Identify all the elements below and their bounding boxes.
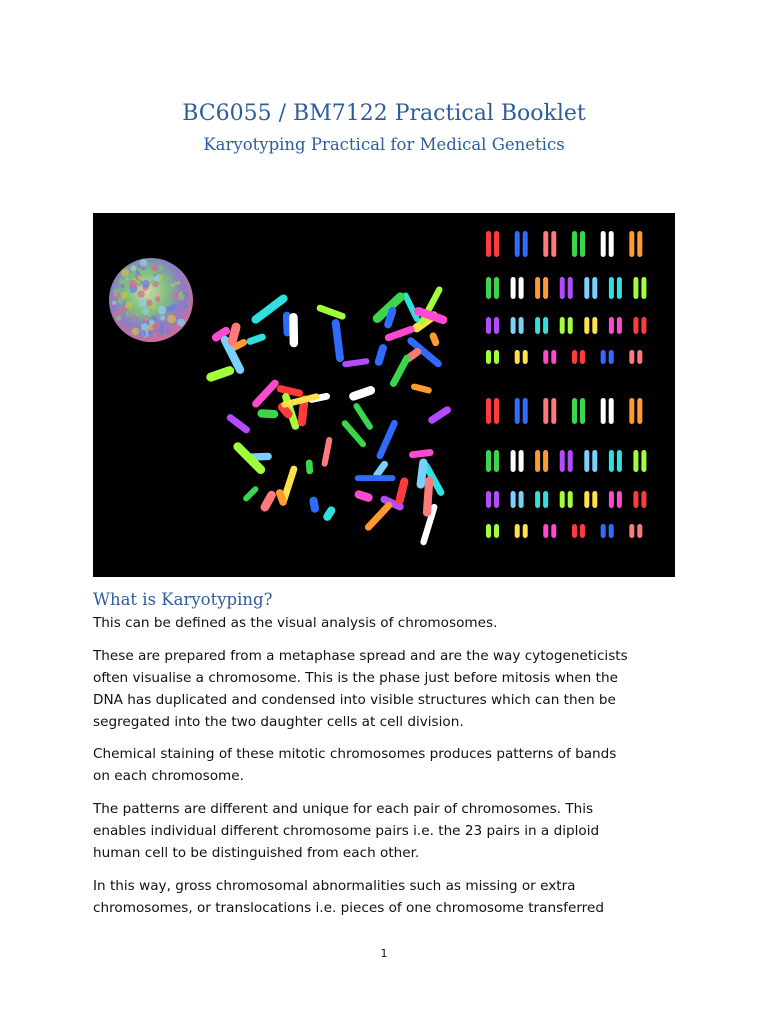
nucleus-speckle bbox=[138, 290, 145, 297]
karyogram-chromosome bbox=[601, 398, 606, 424]
text-line: chromosomes, or translocations i.e. pieces of one chromosome transferred bbox=[93, 900, 604, 916]
karyogram-chromosome bbox=[543, 277, 548, 299]
karyogram-chromosome bbox=[519, 277, 524, 299]
nucleus-speckle bbox=[145, 317, 148, 320]
karyogram-chromosome bbox=[633, 450, 638, 472]
nucleus-speckle bbox=[168, 305, 175, 312]
nucleus-speckle bbox=[157, 306, 166, 315]
text-line: The patterns are different and unique for each pair of chromosomes. This bbox=[93, 801, 594, 817]
nucleus-speckle bbox=[137, 275, 142, 280]
karyogram-chromosome bbox=[580, 398, 585, 424]
karyogram-chromosome bbox=[609, 491, 614, 508]
karyogram-chromosome bbox=[511, 491, 516, 508]
karyogram-chromosome bbox=[551, 350, 556, 364]
karyogram-chromosome bbox=[543, 491, 548, 508]
nucleus-speckle bbox=[160, 315, 165, 320]
nucleus-speckle bbox=[125, 302, 132, 309]
nucleus-speckle bbox=[138, 268, 143, 273]
nucleus-speckle bbox=[142, 309, 149, 316]
karyogram-chromosome bbox=[523, 398, 528, 424]
karyogram-chromosome bbox=[511, 450, 516, 472]
karyogram-chromosome bbox=[494, 350, 499, 364]
karyogram-chromosome bbox=[609, 317, 614, 334]
nucleus-speckle bbox=[178, 293, 185, 300]
karyogram-chromosome bbox=[523, 524, 528, 538]
karyogram-chromosome bbox=[609, 398, 614, 424]
karyogram-chromosome bbox=[609, 231, 614, 257]
nucleus-speckle bbox=[116, 315, 122, 321]
karyogram-chromosome bbox=[637, 350, 642, 364]
figure-background bbox=[93, 213, 675, 577]
nucleus-speckle bbox=[151, 265, 158, 272]
karyogram-chromosome bbox=[580, 350, 585, 364]
section-heading: What is Karyotyping? bbox=[93, 590, 273, 609]
karyogram-chromosome bbox=[535, 317, 540, 334]
spread-chromosome bbox=[306, 459, 314, 474]
nucleus-speckle bbox=[134, 316, 138, 320]
karyogram-chromosome bbox=[551, 398, 556, 424]
karyogram-chromosome bbox=[560, 277, 565, 299]
spread-chromosome bbox=[257, 409, 278, 418]
karyogram-chromosome bbox=[568, 317, 573, 334]
karyogram-chromosome bbox=[519, 450, 524, 472]
nucleus-speckle bbox=[129, 312, 132, 315]
nucleus-speckle bbox=[119, 278, 124, 283]
karyogram-chromosome bbox=[629, 350, 634, 364]
karyogram-chromosome bbox=[551, 524, 556, 538]
karyogram-chromosome bbox=[535, 450, 540, 472]
karyogram-chromosome bbox=[609, 277, 614, 299]
paragraph-preparation bbox=[93, 645, 693, 733]
karyogram-chromosome bbox=[486, 398, 491, 424]
karyogram-chromosome bbox=[629, 398, 634, 424]
nucleus-speckle bbox=[177, 319, 185, 327]
text-line: This can be defined as the visual analysis of chromosomes. bbox=[93, 615, 498, 631]
booklet-subtitle: Karyotyping Practical for Medical Genetics bbox=[203, 135, 565, 154]
karyogram-chromosome bbox=[641, 277, 646, 299]
karyogram-chromosome bbox=[523, 350, 528, 364]
interphase-nucleus bbox=[109, 258, 193, 342]
nucleus-speckle bbox=[142, 280, 150, 288]
nucleus-speckle bbox=[154, 275, 161, 282]
karyogram-chromosome bbox=[515, 350, 520, 364]
paragraph-patterns bbox=[93, 798, 693, 864]
page-number: 1 bbox=[380, 947, 388, 960]
nucleus-speckle bbox=[132, 328, 140, 336]
karyogram-chromosome bbox=[486, 450, 491, 472]
karyogram-chromosome bbox=[543, 524, 548, 538]
text-line: In this way, gross chromosomal abnormalities such as missing or extra bbox=[93, 878, 576, 894]
nucleus-speckle bbox=[129, 280, 137, 288]
karyogram-chromosome bbox=[543, 231, 548, 257]
karyotype-figure bbox=[93, 213, 675, 577]
nucleus-speckle bbox=[121, 292, 128, 299]
karyotype-image bbox=[93, 213, 675, 577]
nucleus-speckle bbox=[134, 309, 141, 316]
nucleus-speckle bbox=[183, 303, 188, 308]
karyogram-chromosome bbox=[494, 450, 499, 472]
karyogram-chromosome bbox=[494, 398, 499, 424]
karyogram-chromosome bbox=[584, 491, 589, 508]
karyogram-chromosome bbox=[486, 317, 491, 334]
karyogram-chromosome bbox=[637, 231, 642, 257]
nucleus-speckle bbox=[138, 299, 147, 308]
nucleus-speckle bbox=[148, 330, 153, 335]
karyogram-chromosome bbox=[543, 317, 548, 334]
karyogram-chromosome bbox=[572, 524, 577, 538]
karyogram-chromosome bbox=[568, 450, 573, 472]
karyogram-chromosome bbox=[609, 350, 614, 364]
karyogram-chromosome bbox=[641, 317, 646, 334]
karyogram-chromosome bbox=[633, 317, 638, 334]
karyogram-chromosome bbox=[543, 450, 548, 472]
nucleus-speckle bbox=[139, 330, 146, 337]
karyogram-chromosome bbox=[543, 398, 548, 424]
karyogram-chromosome bbox=[551, 231, 556, 257]
karyogram-chromosome bbox=[494, 277, 499, 299]
karyogram-chromosome bbox=[523, 231, 528, 257]
karyogram-chromosome bbox=[601, 524, 606, 538]
karyogram-chromosome bbox=[584, 277, 589, 299]
karyogram-chromosome bbox=[486, 231, 491, 257]
paragraph-staining bbox=[93, 743, 693, 787]
karyogram-chromosome bbox=[543, 350, 548, 364]
karyogram-chromosome bbox=[486, 277, 491, 299]
nucleus-speckle bbox=[138, 282, 142, 286]
nucleus-speckle bbox=[151, 280, 155, 284]
karyogram-chromosome bbox=[511, 277, 516, 299]
spread-chromosome bbox=[355, 475, 396, 481]
nucleus-speckle bbox=[152, 305, 157, 310]
karyogram-chromosome bbox=[617, 491, 622, 508]
karyogram-chromosome bbox=[592, 277, 597, 299]
paragraph-definition bbox=[93, 612, 693, 634]
karyogram-chromosome bbox=[592, 491, 597, 508]
karyogram-chromosome bbox=[494, 317, 499, 334]
karyogram-chromosome bbox=[641, 450, 646, 472]
karyogram-chromosome bbox=[633, 277, 638, 299]
karyogram-chromosome bbox=[580, 231, 585, 257]
karyogram-chromosome bbox=[519, 491, 524, 508]
karyogram-chromosome bbox=[601, 231, 606, 257]
karyogram-chromosome bbox=[633, 491, 638, 508]
karyogram-chromosome bbox=[515, 524, 520, 538]
text-line: segregated into the two daughter cells at cell division. bbox=[93, 714, 464, 730]
nucleus-speckle bbox=[131, 265, 136, 270]
karyogram-chromosome bbox=[609, 450, 614, 472]
karyogram-chromosome bbox=[601, 350, 606, 364]
text-line: DNA has duplicated and condensed into visible structures which can then be bbox=[93, 692, 616, 708]
text-line: Chemical staining of these mitotic chromosomes produces patterns of bands bbox=[93, 746, 617, 762]
karyogram-chromosome bbox=[511, 317, 516, 334]
nucleus-speckle bbox=[140, 259, 148, 267]
karyogram-chromosome bbox=[494, 524, 499, 538]
karyogram-chromosome bbox=[568, 491, 573, 508]
karyogram-chromosome bbox=[617, 277, 622, 299]
karyogram-chromosome bbox=[617, 450, 622, 472]
karyogram-chromosome bbox=[486, 491, 491, 508]
nucleus-speckle bbox=[114, 292, 118, 296]
nucleus-speckle bbox=[121, 269, 129, 277]
karyogram-chromosome bbox=[584, 317, 589, 334]
karyogram-chromosome bbox=[580, 524, 585, 538]
karyogram-chromosome bbox=[494, 231, 499, 257]
karyogram-chromosome bbox=[519, 317, 524, 334]
nucleus-speckle bbox=[177, 281, 180, 284]
karyogram-chromosome bbox=[486, 350, 491, 364]
karyogram-chromosome bbox=[592, 317, 597, 334]
karyogram-chromosome bbox=[535, 491, 540, 508]
karyogram-chromosome bbox=[486, 524, 491, 538]
karyogram-chromosome bbox=[494, 491, 499, 508]
karyogram-chromosome bbox=[572, 350, 577, 364]
nucleus-speckle bbox=[166, 329, 171, 334]
karyogram-chromosome bbox=[629, 524, 634, 538]
nucleus-speckle bbox=[165, 276, 170, 281]
karyogram-chromosome bbox=[629, 231, 634, 257]
karyogram-chromosome bbox=[637, 398, 642, 424]
nucleus-speckle bbox=[159, 265, 163, 269]
karyogram-chromosome bbox=[560, 491, 565, 508]
nucleus-speckle bbox=[171, 284, 174, 287]
karyogram-chromosome bbox=[609, 524, 614, 538]
karyogram-chromosome bbox=[584, 450, 589, 472]
karyogram-chromosome bbox=[572, 231, 577, 257]
nucleus-speckle bbox=[123, 279, 129, 285]
karyogram-chromosome bbox=[637, 524, 642, 538]
karyogram-chromosome bbox=[592, 450, 597, 472]
nucleus-speckle bbox=[121, 284, 125, 288]
nucleus-speckle bbox=[150, 292, 154, 296]
spread-chromosome bbox=[289, 313, 298, 347]
karyogram-chromosome bbox=[535, 277, 540, 299]
nucleus-speckle bbox=[155, 296, 160, 301]
karyogram-chromosome bbox=[515, 231, 520, 257]
text-line: often visualise a chromosome. This is the phase just before mitosis when the bbox=[93, 670, 618, 686]
paragraph-abnormalities bbox=[93, 875, 693, 919]
nucleus-speckle bbox=[174, 282, 177, 285]
karyogram-chromosome bbox=[568, 277, 573, 299]
nucleus-speckle bbox=[167, 315, 176, 324]
text-line: human cell to be distinguished from each other. bbox=[93, 845, 420, 861]
nucleus-speckle bbox=[153, 332, 161, 340]
nucleus-speckle bbox=[141, 323, 148, 330]
karyogram-chromosome bbox=[515, 398, 520, 424]
karyogram-chromosome bbox=[560, 317, 565, 334]
karyogram-chromosome bbox=[641, 491, 646, 508]
text-line: These are prepared from a metaphase spread and are the way cytogeneticists bbox=[93, 648, 628, 664]
karyogram-chromosome bbox=[572, 398, 577, 424]
nucleus-speckle bbox=[149, 319, 155, 325]
text-line: enables individual different chromosome pairs i.e. the 23 pairs in a diploid bbox=[93, 823, 600, 839]
booklet-title: BC6055 / BM7122 Practical Booklet bbox=[182, 101, 586, 126]
text-line: on each chromosome. bbox=[93, 768, 244, 784]
nucleus-speckle bbox=[112, 301, 116, 305]
karyogram-chromosome bbox=[617, 317, 622, 334]
karyogram-chromosome bbox=[560, 450, 565, 472]
